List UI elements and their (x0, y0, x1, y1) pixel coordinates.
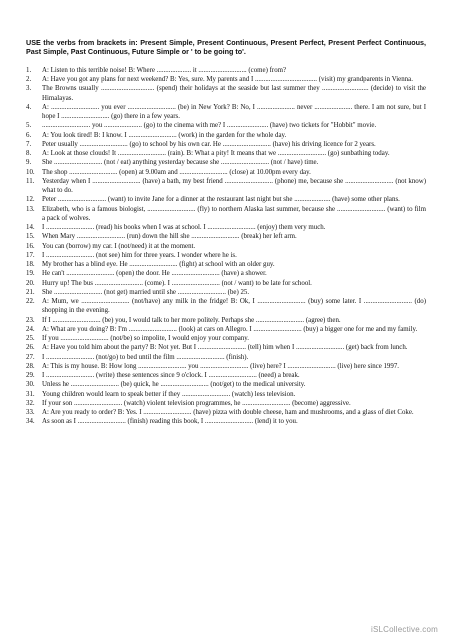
exercise-text: A: Mum, we ............................ (not/have) any milk in the fridge! B: Ok, I ............................ (buy) some later. I ............................ (do) shopping in the evening. (42, 298, 426, 315)
exercise-item (26, 417, 426, 426)
exercise-item (26, 390, 426, 399)
exercise-number: 10. (26, 168, 35, 176)
exercise-number: 1. (26, 66, 32, 74)
exercise-number: 9. (26, 159, 32, 167)
watermark-footer: iSLCollective.com (371, 625, 438, 634)
exercise-text: I ............................ (not see) him for three years. I wonder where he is. (42, 251, 237, 259)
exercise-number: 16. (26, 242, 35, 250)
exercise-text: A: This is my house. B: How long ............................ you ............................ (live) here? I ............................ (live) here since 1997. (42, 362, 399, 370)
exercise-text: I ............................ (write) these sentences since 9 o'clock. I ............................ (need) a break. (42, 372, 300, 380)
exercise-item (26, 75, 426, 84)
exercise-text: I ............................ (read) his books when I was at school. I ............................ (enjoy) them very much. (42, 224, 326, 232)
exercise-number: 30. (26, 381, 35, 389)
exercise-text: Elizabeth, who is a famous biologist, ............................ (fly) to northern Alaska last summer, because she ............................ (want) to film a pack of wolves. (42, 205, 426, 222)
exercise-number: 34. (26, 418, 35, 426)
exercise-text: As soon as I ............................ (finish) reading this book, I ............................ (lend) it to you. (42, 418, 298, 426)
exercise-number: 22. (26, 298, 35, 306)
exercise-item (26, 66, 426, 75)
exercise-item (26, 316, 426, 325)
exercise-text: Peter usually ............................ (go) to school by his own car. He ............................ (have) his driving licence for 2 years. (42, 140, 376, 148)
exercise-number: 6. (26, 131, 32, 139)
exercise-item (26, 325, 426, 334)
exercise-text: She ............................ (not / eat) anything yesterday because she ............................ (not / have) time. (42, 159, 319, 167)
exercise-number: 12. (26, 196, 35, 204)
exercise-item (26, 251, 426, 260)
exercise-text: If I ............................ (be) you, I would talk to her more politely. Perhaps she ............................ (agree) then. (42, 316, 341, 324)
exercise-item (26, 297, 426, 316)
exercise-item (26, 408, 426, 417)
exercise-number: 21. (26, 288, 35, 296)
exercise-text: If your son ............................ (watch) violent television programmes, he ............................ (become) aggressive. (42, 399, 351, 407)
exercise-item (26, 195, 426, 204)
exercise-item (26, 158, 426, 167)
exercise-number: 32. (26, 399, 35, 407)
exercise-text: The shop ............................ (open) at 9.00am and ............................ (close) at 10.00pm every day. (42, 168, 311, 176)
exercise-item (26, 177, 426, 196)
exercise-text: She ............................ (not get) married until she ............................ (be) 25. (42, 288, 250, 296)
exercise-item (26, 242, 426, 251)
exercise-text: A: You look tired! B: I know. I ............................ (work) in the garden for the whole day. (42, 131, 287, 139)
exercise-item (26, 121, 426, 130)
exercise-text: A: ............................ you ever ............................ (be) in New York? B: No, I ...................... never ...................... there. I am not sure, but I hope I ............................ (go) there in a few years. (42, 103, 426, 121)
exercise-number: 11. (26, 177, 35, 185)
exercise-number: 18. (26, 261, 35, 269)
exercise-number: 33. (26, 409, 35, 417)
exercise-item (26, 140, 426, 149)
exercise-text: ............................ you ...................... (go) to the cinema with me? I ........................ (have) two tickets for "Hobbit" movie. (42, 122, 377, 130)
exercise-item (26, 334, 426, 343)
exercise-text: I ............................ (not/go) to bed until the film ............................ (finish). (42, 353, 249, 361)
exercise-text: The Browns usually ............................... (spend) their holidays at the seaside but last summer they ........................... (decide) to visit the Himalayas. (42, 85, 426, 102)
exercise-text: When Mary ............................ (run) down the hill she ............................ (break) her left arm. (42, 233, 297, 241)
exercise-item (26, 362, 426, 371)
exercise-item (26, 353, 426, 362)
exercise-item (26, 149, 426, 158)
exercise-item (26, 131, 426, 140)
exercise-item (26, 288, 426, 297)
exercise-item (26, 279, 426, 288)
exercise-text: He can't ............................ (open) the door. He ............................ (have) a shower. (42, 270, 267, 278)
exercise-item (26, 84, 426, 103)
exercise-number: 31. (26, 390, 35, 398)
exercise-item (26, 168, 426, 177)
exercise-item (26, 223, 426, 232)
exercise-text: A: Are you ready to order? B: Yes. I ............................ (have) pizza with double cheese, ham and mushrooms, and a glass of diet Coke. (42, 409, 414, 417)
exercise-text: If you ............................ (not/be) so impolite, I would enjoy your company. (42, 335, 250, 343)
exercise-item (26, 260, 426, 269)
exercise-number: 28. (26, 362, 35, 370)
exercise-item (26, 399, 426, 408)
exercise-text: You can (borrow) my car. I (not/need) it at the moment. (42, 242, 196, 250)
exercise-item (26, 343, 426, 352)
exercise-item (26, 371, 426, 380)
exercise-number: 8. (26, 150, 32, 158)
instructions: USE the verbs from brackets in: Present Simple, Present Continuous, Present Perfect, Present Perfect Continuous, Past Simple, Past Continuous, Future Simple or ' to be going to'. (26, 38, 426, 57)
exercise-item (26, 232, 426, 241)
exercise-text: A: What are you doing? B: I'm ............................ (look) at cars on Allegro. I ............................ (buy) a bigger one for me and my family. (42, 325, 418, 333)
exercise-text: A: Have you told him about the party? B: Not yet. But I ............................ (tell) him when I ............................ (get) back from lunch. (42, 344, 408, 352)
exercise-item (26, 205, 426, 224)
exercise-number: 26. (26, 344, 35, 352)
exercise-number: 27. (26, 353, 35, 361)
exercise-number: 2. (26, 76, 32, 84)
exercise-text: My brother has a blind eye. He ............................ (fight) at school with an older guy. (42, 261, 275, 269)
exercise-number: 14. (26, 224, 35, 232)
exercise-item (26, 380, 426, 389)
exercise-text: Peter ............................ (want) to invite Jane for a dinner at the restaurant last night but she ..................... (have) some other plans. (42, 196, 400, 204)
exercise-number: 29. (26, 372, 35, 380)
exercise-number: 15. (26, 233, 35, 241)
exercise-number: 3. (26, 85, 32, 93)
exercise-text: Unless he ............................ (be) quick, he ............................ (not/get) to the medical university. (42, 381, 306, 389)
exercise-text: Hurry up! The bus ............................ (come). I ............................ (not / want) to be late for school. (42, 279, 312, 287)
exercise-number: 13. (26, 205, 35, 213)
exercise-text: Yesterday when I ............................ (have) a bath, my best friend ............................ (phone) me, because she ............................ (not know) what to do. (42, 177, 426, 195)
exercise-item (26, 103, 426, 122)
exercise-number: 20. (26, 279, 35, 287)
exercise-list (26, 66, 426, 427)
exercise-text: Young children would learn to speak better if they ............................ (watch) less television. (42, 390, 296, 398)
exercise-number: 17. (26, 251, 35, 259)
exercise-number: 24. (26, 325, 35, 333)
exercise-text: A: Listen to this terrible noise! B: Where .................... it ............................ (come) from? (42, 66, 287, 74)
exercise-item (26, 269, 426, 278)
exercise-text: A: Look at those clouds! It ............................ (rain). B: What a pity! It means that we ............................ (go) sunbathing today. (42, 150, 390, 158)
exercise-number: 4. (26, 103, 32, 111)
exercise-text: A: Have you got any plans for next weekend? B: Yes, sure. My parents and I .................................... (visit) my grandparents in Vienna. (42, 76, 413, 84)
exercise-number: 7. (26, 140, 32, 148)
exercise-number: 5. (26, 122, 32, 130)
exercise-number: 19. (26, 270, 35, 278)
exercise-number: 25. (26, 335, 35, 343)
exercise-number: 23. (26, 316, 35, 324)
